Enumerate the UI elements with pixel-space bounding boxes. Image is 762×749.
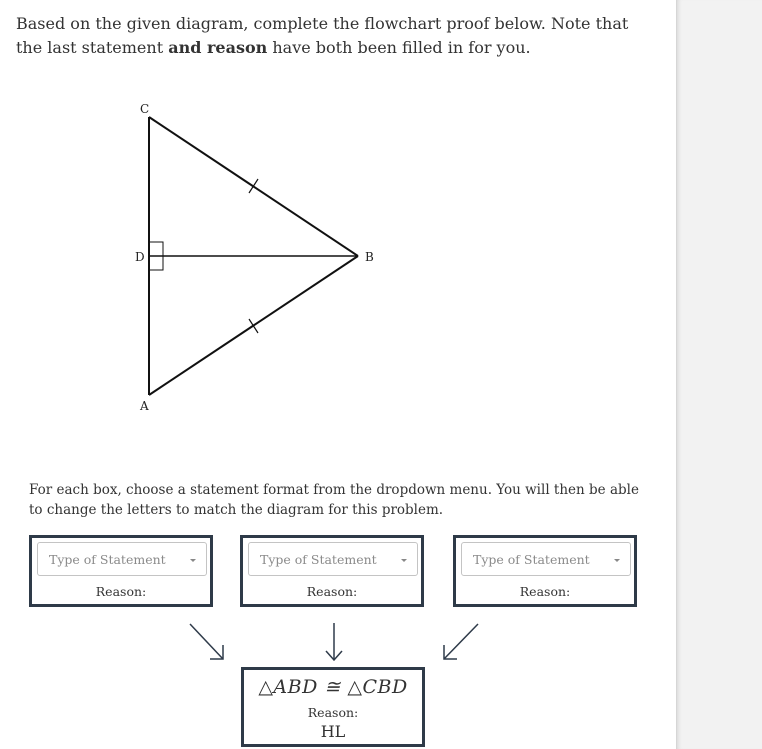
final-reason-value: HL (320, 722, 346, 741)
tick-mark-cb (249, 179, 258, 193)
arrow-down-icon (326, 623, 342, 660)
final-statement-box (241, 667, 425, 747)
dropdown-placeholder: Type of Statement (49, 552, 166, 567)
final-statement: △ABD ≅ △CBD (258, 676, 408, 698)
statement-box-3 (453, 535, 637, 607)
prompt-text-2: have both been filled in for you. (267, 38, 531, 57)
final-reason-label: Reason: (307, 705, 359, 720)
chevron-down-icon (190, 559, 196, 562)
vertex-label-d: D (135, 250, 145, 264)
vertex-label-b: B (365, 250, 374, 264)
page-gutter (676, 0, 762, 749)
flow-arrows (180, 618, 490, 666)
dropdown-instructions: For each box, choose a statement format from the dropdown menu. You will then be able to change the letters to match the diagram for this problem. (29, 482, 639, 518)
vertex-label-c: C (140, 102, 150, 116)
tick-mark-ab (249, 319, 258, 333)
chevron-down-icon (401, 559, 407, 562)
statement-box-2 (240, 535, 424, 607)
chevron-down-icon (614, 559, 620, 562)
dropdown-placeholder: Type of Statement (473, 552, 590, 567)
prompt-text-1: Based on the given diagram, complete the flowchart proof below. Note that the last statement (16, 14, 629, 57)
vertex-label-a: A (140, 399, 149, 413)
statement-type-dropdown-1[interactable] (37, 542, 207, 576)
prompt-bold-text: and reason (168, 38, 268, 57)
statement-type-dropdown-3[interactable] (461, 542, 631, 576)
triangle-diagram (120, 96, 390, 416)
statement-type-dropdown-2[interactable] (248, 542, 418, 576)
reason-label: Reason: (95, 584, 147, 599)
dropdown-placeholder: Type of Statement (260, 552, 377, 567)
reason-label: Reason: (306, 584, 358, 599)
question-prompt (16, 12, 656, 60)
arrow-down-left-icon (444, 624, 478, 659)
statement-box-1 (29, 535, 213, 607)
reason-label: Reason: (519, 584, 571, 599)
arrow-down-right-icon (190, 624, 223, 659)
